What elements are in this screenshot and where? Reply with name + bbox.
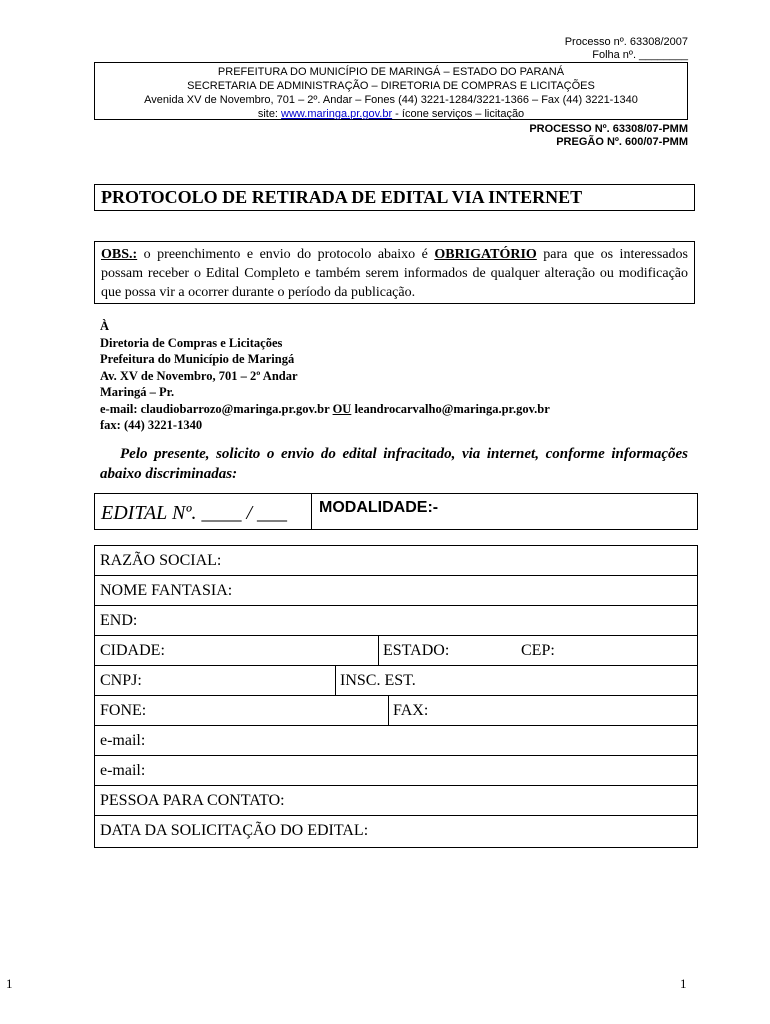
form-row-email-1[interactable]: [95, 726, 697, 756]
page-number-right: 1: [680, 976, 687, 991]
form-row-cnpj[interactable]: [95, 666, 697, 696]
nome-fantasia-label: NOME FANTASIA:: [100, 582, 233, 599]
address-line-2: Prefeitura do Município de Maringá: [100, 352, 295, 366]
form-row-fone[interactable]: [95, 696, 697, 726]
form-row-razao-social[interactable]: [95, 546, 697, 576]
address-email: [100, 401, 550, 418]
form-row-cidade[interactable]: [95, 636, 697, 666]
site-suffix: - ícone serviços – licitação: [392, 108, 525, 120]
form-row-data-solicitacao[interactable]: [95, 816, 697, 847]
process-number-bold: PROCESSO Nº. 63308/07-PMM: [529, 123, 688, 135]
obs-text-1: o preenchimento e envio do protocolo abaixo é: [137, 247, 435, 262]
address-line-1: Diretoria de Compras e Licitações: [100, 335, 283, 350]
page-number-left: 1: [6, 976, 13, 991]
page-title: PROTOCOLO DE RETIRADA DE EDITAL VIA INTERNET: [94, 184, 695, 211]
insc-est-label: INSC. EST.: [340, 672, 416, 689]
letterhead-site: [95, 107, 687, 121]
obs-label: OBS.:: [101, 247, 138, 262]
letterhead-line-1: PREFEITURA DO MUNICÍPIO DE MARINGÁ – ESTADO DO PARANÁ: [217, 66, 565, 78]
razao-social-label: RAZÃO SOCIAL:: [100, 552, 222, 569]
form-row-email-2[interactable]: [95, 756, 697, 786]
fax-label: FAX:: [393, 702, 429, 719]
form-row-pessoa-contato[interactable]: [95, 786, 697, 816]
address-line-4: Maringá – Pr.: [100, 385, 175, 399]
site-prefix: site:: [257, 108, 282, 120]
recipient-address: [100, 318, 550, 434]
email-suffix: leandrocarvalho@maringa.pr.gov.br: [351, 401, 550, 416]
process-number-top: Processo nº. 63308/2007: [564, 36, 688, 48]
form-row-end[interactable]: [95, 606, 697, 636]
address-line-3: Av. XV de Novembro, 701 – 2º Andar: [100, 368, 298, 383]
end-label: END:: [100, 612, 138, 629]
cidade-label: CIDADE:: [100, 642, 165, 659]
pregao-number: PREGÃO Nº. 600/07-PMM: [556, 136, 688, 148]
letterhead-line-2: SECRETARIA DE ADMINISTRAÇÃO – DIRETORIA DE COMPRAS E LICITAÇÕES: [187, 80, 595, 92]
address-to: À: [100, 319, 110, 333]
obs-emphasis: OBRIGATÓRIO: [434, 247, 537, 262]
edital-number-field[interactable]: EDITAL Nº. ____ / ___: [95, 494, 312, 529]
pessoa-contato-label: PESSOA PARA CONTATO:: [100, 792, 285, 809]
email-prefix: e-mail: claudiobarrozo@maringa.pr.gov.br: [100, 401, 333, 416]
letterhead-box: [94, 62, 688, 120]
address-fax: fax: (44) 3221-1340: [100, 418, 203, 432]
letterhead-line-3: Avenida XV de Novembro, 701 – 2º. Andar – Fones (44) 3221-1284/3221-1366 – Fax (44) 3221-1340: [144, 94, 638, 106]
email-2-label: e-mail:: [100, 762, 146, 779]
fone-label: FONE:: [100, 702, 147, 719]
modalidade-field[interactable]: MODALIDADE:-: [319, 499, 439, 516]
obs-text-2: para que os interessados possam receber o Edital Completo e também serem informados de qualquer alteração ou modificação que possa vir a ocorrer durante o período da publicação.: [101, 247, 688, 300]
cep-label: CEP:: [521, 642, 555, 659]
request-paragraph: Pelo presente, solicito o envio do edital infracitado, via internet, conforme informações abaixo discriminadas:: [100, 446, 688, 482]
company-form: [94, 545, 698, 848]
obs-notice-box: [94, 241, 695, 304]
estado-label: ESTADO:: [383, 642, 450, 659]
site-link[interactable]: www.maringa.pr.gov.br: [281, 108, 393, 120]
email-1-label: e-mail:: [100, 732, 146, 749]
folha-number: Folha nº. ________: [592, 49, 688, 61]
form-row-nome-fantasia[interactable]: [95, 576, 697, 606]
data-solicitacao-label: DATA DA SOLICITAÇÃO DO EDITAL:: [100, 822, 369, 839]
cnpj-label: CNPJ:: [100, 672, 142, 689]
email-or: OU: [332, 401, 352, 416]
edital-modalidade-box: [94, 493, 698, 530]
